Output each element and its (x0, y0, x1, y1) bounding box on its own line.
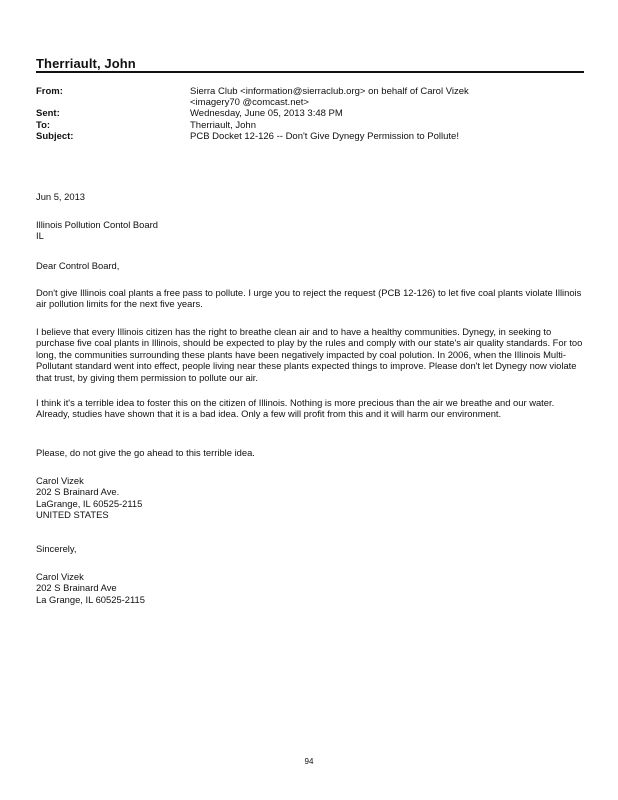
sender1-country: UNITED STATES (36, 509, 109, 521)
page-number: 94 (304, 757, 314, 766)
letter-date: Jun 5, 2013 (36, 191, 85, 202)
sent-label: Sent: (36, 108, 60, 120)
subject-value: PCB Docket 12-126 -- Don't Give Dynegy Permission to Pollute! (190, 130, 459, 142)
sender-address-2 (36, 571, 584, 605)
sender2-city: La Grange, IL 60525-2115 (36, 593, 145, 605)
sender1-city: LaGrange, IL 60525-2115 (36, 497, 143, 509)
paragraph-1: Don't give Illinois coal plants a free pass to pollute. I urge you to reject the request (PCB 12-126) to let five coal plants violate Illinois air pollution limits for the next five years. (36, 287, 582, 310)
header-rule (36, 71, 584, 73)
recipient-state: IL (36, 230, 44, 242)
closing: Sincerely, (36, 543, 77, 554)
sender1-name: Carol Vizek (36, 475, 84, 486)
paragraph-4: Please, do not give the go ahead to this terrible idea. (36, 447, 255, 458)
sender-address-1 (36, 475, 584, 521)
to-label: To: (36, 119, 51, 131)
salutation: Dear Control Board, (36, 260, 120, 271)
mailbox-owner-name: Therriault, John (36, 56, 136, 71)
recipient-org: Illinois Pollution Contol Board (36, 219, 158, 230)
paragraph-2: I believe that every Illinois citizen has the right to breathe clean air and to have a healthy communities. Dynegy, in seeking to purchase five coal plants in Illinois, should be expected to play by the rules and comply with our state's air quality standards. For too long, the communities surrounding these plants have been negatively impacted by coal polution. In 2006, when the Illinois Multi-Pollutant standard went into effect, people living near these plants expected things to improve. Please don't let Dynegy now violate that trust, by giving them permission to pollute our air. (36, 326, 583, 383)
to-value: Therriault, John (190, 119, 257, 131)
sender2-name: Carol Vizek (36, 571, 84, 582)
sender2-street: 202 S Brainard Ave (36, 582, 117, 594)
letter-recipient (36, 219, 584, 242)
sent-value: Wednesday, June 05, 2013 3:48 PM (190, 108, 343, 120)
sender1-street: 202 S Brainard Ave. (36, 486, 120, 498)
paragraph-3: I think it's a terrible idea to foster this on the citizen of Illinois. Nothing is more precious than the air we breathe and our water. Already, studies have shown that it is a bad idea. Only a few will profit from this and it will harm our environment. (36, 397, 555, 420)
subject-label: Subject: (36, 130, 74, 142)
from-value: Sierra Club <information@sierraclub.org> on behalf of Carol Vizek <imagery70 @comcast.net> (190, 86, 469, 109)
from-label: From: (36, 86, 63, 97)
